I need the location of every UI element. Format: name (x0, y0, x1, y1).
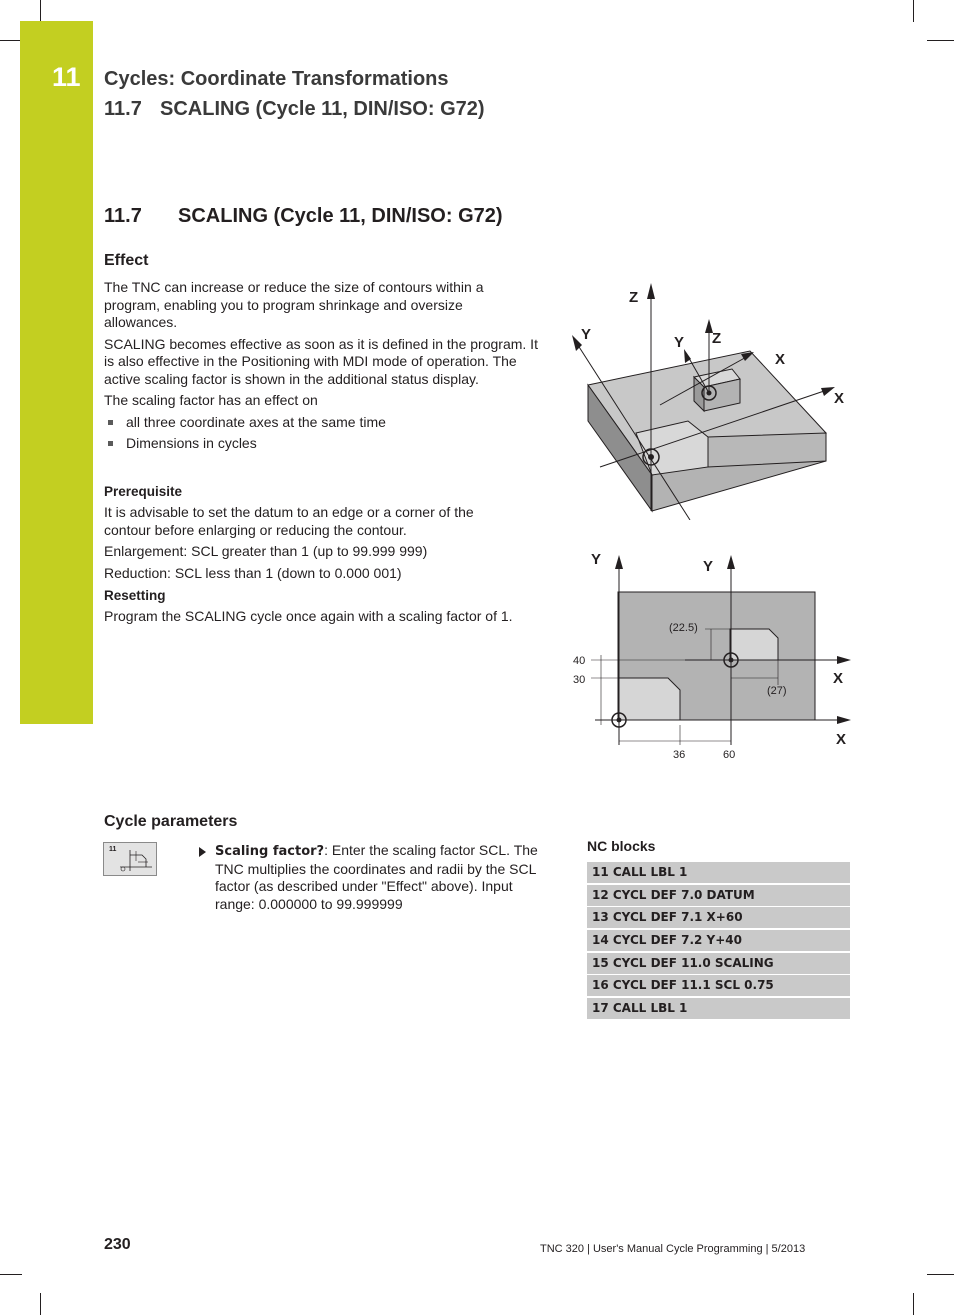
nc-block-row: 14 CYCL DEF 7.2 Y+40 (587, 930, 850, 951)
y-axis-arrow (615, 555, 623, 569)
axis-label-x2: X (775, 351, 786, 368)
axis-label-y: Y (591, 551, 602, 568)
nc-block-row: 16 CYCL DEF 11.1 SCL 0.75 (587, 975, 850, 996)
running-section-title: SCALING (Cycle 11, DIN/ISO: G72) (160, 98, 485, 120)
dim-label-40: 40 (573, 655, 586, 667)
nc-block-row: 13 CYCL DEF 7.1 X+60 (587, 907, 850, 928)
chapter-title: Cycles: Coordinate Transformations (104, 68, 449, 90)
parameter-arrow-icon (199, 847, 206, 857)
x-axis-arrow (821, 387, 835, 396)
effect-paragraph: The TNC can increase or reduce the size of contours within a program, enabling you to program shrinkage and oversize allowances. (104, 279, 484, 330)
contour-large (618, 678, 680, 720)
axis-label-y2: Y (703, 558, 714, 575)
x-axis-arrow (837, 716, 851, 724)
resetting-heading: Resetting (104, 588, 166, 603)
prerequisite-heading: Prerequisite (104, 484, 183, 499)
parameter-text: : Enter the scaling factor SCL. The TNC multiplies the coordinates and radii by the SCL factor (as described under "Effect" above). Input range: 0.000000 to 99.999999 (215, 842, 538, 912)
scaling-icon (118, 849, 154, 873)
cycle-softkey (103, 842, 157, 876)
effect-body (104, 279, 546, 453)
crop-mark (40, 0, 41, 22)
section-title: SCALING (Cycle 11, DIN/ISO: G72) (178, 205, 503, 227)
y2-axis-arrow (684, 349, 691, 363)
crop-mark (927, 40, 954, 41)
scaling-3d-figure (560, 275, 860, 520)
nc-block-row: 12 CYCL DEF 7.0 DATUM (587, 885, 850, 906)
dim-label-27: (27) (767, 685, 787, 697)
cycle-parameters-heading: Cycle parameters (104, 813, 238, 830)
crop-mark (0, 40, 22, 41)
effect-paragraph: The scaling factor has an effect on (104, 392, 318, 408)
section-heading (104, 205, 503, 228)
running-section-number: 11.7 (104, 98, 142, 120)
nc-blocks-table (587, 862, 850, 1021)
bullet-text: all three coordinate axes at the same time (126, 413, 386, 430)
crop-mark (927, 1274, 954, 1275)
resetting-paragraph: Program the SCALING cycle once again with a scaling factor of 1. (104, 608, 513, 624)
nc-block-row: 17 CALL LBL 1 (587, 998, 850, 1019)
chapter-tab (20, 21, 93, 724)
running-section-header (104, 98, 485, 121)
chapter-number: 11 (52, 62, 81, 92)
axis-label-z: Z (629, 289, 639, 306)
crop-mark (40, 1293, 41, 1315)
nc-block-row: 15 CYCL DEF 11.0 SCALING (587, 953, 850, 974)
crop-mark (0, 1274, 22, 1275)
z-axis-arrow (647, 283, 655, 299)
axis-label-x: X (836, 731, 847, 748)
parameter-name: Scaling factor? (215, 844, 325, 859)
page-number: 230 (104, 1236, 131, 1253)
prerequisite-paragraph: Reduction: SCL less than 1 (down to 0.000 001) (104, 564, 402, 581)
axis-label-y2: Y (674, 334, 685, 351)
parameter-description (215, 842, 555, 913)
bullet-icon (108, 441, 113, 446)
dim-label-36: 36 (673, 749, 686, 761)
bullet-icon (108, 420, 113, 425)
nc-block-row: 11 CALL LBL 1 (587, 862, 850, 883)
scaling-2d-figure (565, 545, 860, 765)
effect-heading: Effect (104, 252, 149, 269)
prerequisite-paragraph: It is advisable to set the datum to an edge or a corner of the contour before enlarging or reducing the contour. (104, 504, 474, 538)
axis-label-x2: X (833, 670, 844, 687)
dim-label-60: 60 (723, 749, 736, 761)
x2-axis-arrow (837, 656, 851, 664)
shifted-datum-marker-inner (729, 658, 734, 663)
axis-label-y: Y (581, 326, 592, 343)
prerequisite-paragraph: Enlargement: SCL greater than 1 (up to 99.999 999) (104, 543, 428, 559)
crop-mark (913, 1293, 914, 1315)
section-number: 11.7 (104, 205, 142, 227)
effect-paragraph: SCALING becomes effective as soon as it is defined in the program. It is also effective in the Positioning with MDI mode of operation. The active scaling factor is shown in the additional status display. (104, 335, 538, 387)
datum-marker-inner (648, 454, 654, 460)
bullet-text: Dimensions in cycles (126, 435, 257, 451)
axis-label-x: X (834, 390, 845, 407)
nc-blocks-heading: NC blocks (587, 838, 656, 854)
datum-marker-inner (617, 718, 622, 723)
contour-small (730, 629, 778, 660)
dim-label-30: 30 (573, 674, 586, 686)
bullet-item (104, 414, 546, 432)
dim-label-22-5: (22.5) (669, 622, 698, 634)
shifted-datum-marker-inner (707, 391, 712, 396)
crop-mark (913, 0, 914, 22)
axis-label-z2: Z (712, 330, 722, 347)
y2-axis-arrow (727, 555, 735, 569)
prerequisite-body (104, 504, 509, 582)
footer-text: TNC 320 | User's Manual Cycle Programming | 5/2013 (540, 1243, 806, 1255)
contour-large-wall (708, 433, 826, 467)
bullet-item (104, 435, 546, 453)
softkey-label: 11 (109, 846, 117, 853)
